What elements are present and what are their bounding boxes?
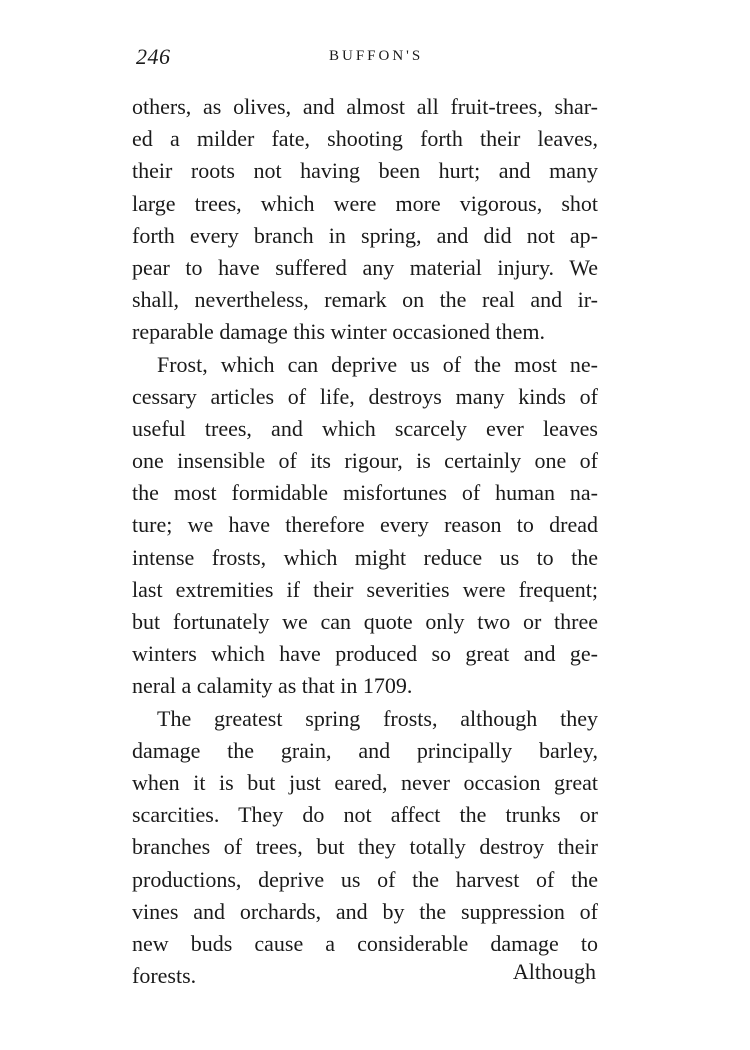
text-line: new buds cause a considerable damage to xyxy=(132,930,598,956)
text-line: neral a calamity as that in 1709. xyxy=(132,673,413,699)
text-line: large trees, which were more vigorous, shot xyxy=(132,190,598,216)
text-line: productions, deprive us of the harvest of the xyxy=(132,866,598,892)
text-line: shall, nevertheless, remark on the real and ir- xyxy=(132,287,598,313)
text-line: ed a milder fate, shooting forth their leaves, xyxy=(132,126,598,152)
text-line: The greatest spring frosts, although they xyxy=(157,705,598,731)
paragraph xyxy=(132,703,598,993)
page-header xyxy=(136,44,596,74)
text-line: Frost, which can deprive us of the most ne- xyxy=(157,351,598,377)
text-line: vines and orchards, and by the suppression of xyxy=(132,898,598,924)
text-line: damage the grain, and principally barley, xyxy=(132,737,598,763)
paragraph xyxy=(132,349,598,703)
catchword: Although xyxy=(512,959,596,984)
text-line: winters which have produced so great and ge- xyxy=(132,641,598,667)
text-line: but fortunately we can quote only two or three xyxy=(132,609,598,634)
paragraph xyxy=(132,91,598,349)
text-line: scarcities. They do not affect the trunks or xyxy=(132,802,598,828)
text-line: intense frosts, which might reduce us to the xyxy=(132,544,598,570)
text-line: last extremities if their severities were frequent; xyxy=(132,576,598,602)
text-line: ture; we have therefore every reason to dread xyxy=(132,512,598,538)
text-line: forth every branch in spring, and did not ap- xyxy=(132,222,598,248)
text-line: branches of trees, but they totally destroy their xyxy=(132,834,598,860)
text-line: pear to have suffered any material injury. We xyxy=(132,254,598,280)
text-line: reparable damage this winter occasioned them. xyxy=(132,319,545,345)
body-text xyxy=(132,91,598,992)
text-line: their roots not having been hurt; and many xyxy=(132,158,598,184)
text-line: the most formidable misfortunes of human na- xyxy=(132,480,598,506)
text-line: useful trees, and which scarcely ever leaves xyxy=(132,415,598,441)
text-line: one insensible of its rigour, is certainly one of xyxy=(132,448,598,474)
running-head: BUFFON'S xyxy=(329,48,424,64)
text-line: forests. xyxy=(132,963,197,989)
text-line: others, as olives, and almost all fruit-trees, shar- xyxy=(132,94,598,119)
text-line: cessary articles of life, destroys many kinds of xyxy=(132,383,598,409)
page-number: 246 xyxy=(136,44,171,69)
text-line: when it is but just eared, never occasion great xyxy=(132,769,598,795)
